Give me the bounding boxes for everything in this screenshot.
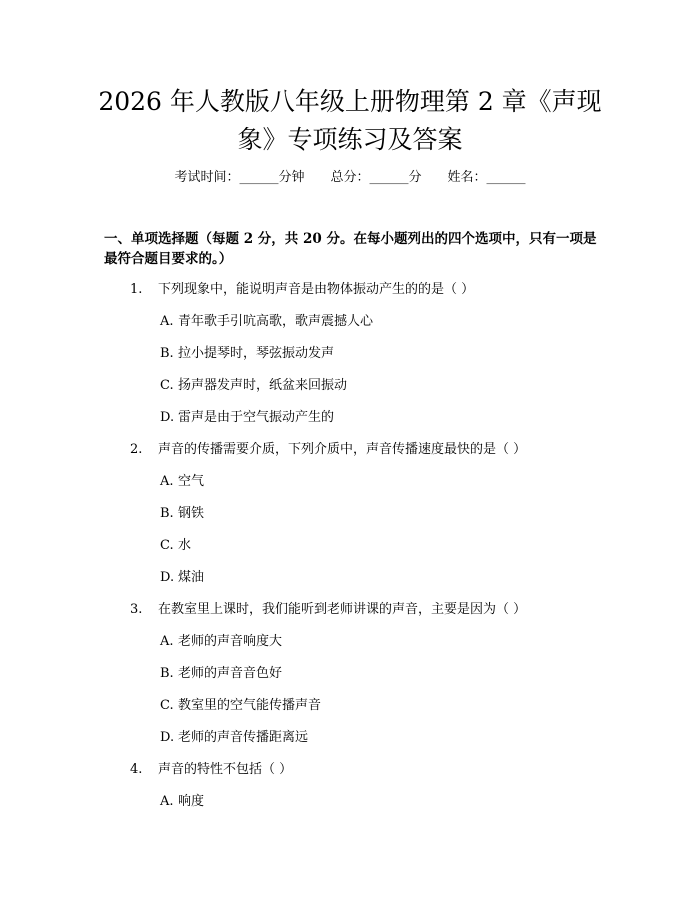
option-text: 水 bbox=[178, 538, 192, 553]
option-text: 老师的声音响度大 bbox=[178, 634, 283, 649]
option-4a bbox=[160, 792, 204, 812]
option-1a bbox=[160, 312, 373, 332]
question-text: 下列现象中，能说明声音是由物体振动产生的的是（ ） bbox=[158, 282, 475, 297]
question-text: 在教室里上课时，我们能听到老师讲课的声音，主要是因为（ ） bbox=[158, 602, 527, 617]
option-text: 老师的声音传播距离远 bbox=[178, 730, 309, 745]
option-text: 响度 bbox=[178, 794, 205, 809]
document-title bbox=[60, 83, 640, 159]
question-text: 声音的特性不包括（ ） bbox=[158, 762, 293, 777]
option-letter: A. bbox=[160, 314, 174, 329]
option-text: 拉小提琴时，琴弦振动发声 bbox=[178, 346, 335, 361]
option-1c bbox=[160, 376, 347, 396]
option-letter: B. bbox=[160, 506, 174, 521]
option-1b bbox=[160, 344, 334, 364]
title-line-2: 象》专项练习及答案 bbox=[237, 125, 463, 154]
option-text: 教室里的空气能传播声音 bbox=[178, 698, 322, 713]
title-line-1: 2026 年人教版八年级上册物理第 2 章《声现 bbox=[98, 87, 602, 116]
option-text: 空气 bbox=[178, 474, 205, 489]
option-2c bbox=[160, 536, 191, 556]
question-number: 2. bbox=[130, 442, 143, 457]
option-text: 老师的声音音色好 bbox=[178, 666, 283, 681]
section-header: 一、单项选择题（每题 2 分，共 20 分。在每小题列出的四个选项中，只有一项是最符合题目要求的。） bbox=[104, 231, 597, 267]
option-letter: A. bbox=[160, 794, 174, 809]
option-3d bbox=[160, 728, 308, 748]
question-text: 声音的传播需要介质，下列介质中，声音传播速度最快的是（ ） bbox=[158, 442, 527, 457]
option-letter: C. bbox=[160, 698, 174, 713]
option-2d bbox=[160, 568, 204, 588]
option-text: 雷声是由于空气振动产生的 bbox=[178, 410, 335, 425]
option-text: 钢铁 bbox=[178, 506, 205, 521]
question-number: 1. bbox=[130, 282, 143, 297]
question-2 bbox=[130, 440, 526, 460]
option-letter: C. bbox=[160, 378, 174, 393]
option-text: 煤油 bbox=[178, 570, 205, 585]
option-letter: B. bbox=[160, 666, 174, 681]
option-letter: D. bbox=[160, 410, 175, 425]
option-letter: A. bbox=[160, 474, 174, 489]
option-letter: B. bbox=[160, 346, 174, 361]
question-1 bbox=[130, 280, 474, 300]
option-text: 扬声器发声时，纸盆来回振动 bbox=[178, 378, 348, 393]
option-2b bbox=[160, 504, 204, 524]
option-1d bbox=[160, 408, 334, 428]
question-3 bbox=[130, 600, 526, 620]
option-text: 青年歌手引吭高歌，歌声震撼人心 bbox=[178, 314, 374, 329]
option-3c bbox=[160, 696, 321, 716]
option-letter: D. bbox=[160, 570, 175, 585]
option-letter: D. bbox=[160, 730, 175, 745]
option-letter: C. bbox=[160, 538, 174, 553]
option-3a bbox=[160, 632, 282, 652]
option-letter: A. bbox=[160, 634, 174, 649]
option-3b bbox=[160, 664, 282, 684]
option-2a bbox=[160, 472, 204, 492]
question-number: 4. bbox=[130, 762, 143, 777]
exam-info-row: 考试时间：______分钟 总分：______分 姓名：______ bbox=[174, 170, 526, 185]
question-number: 3. bbox=[130, 602, 143, 617]
question-4 bbox=[130, 760, 292, 780]
